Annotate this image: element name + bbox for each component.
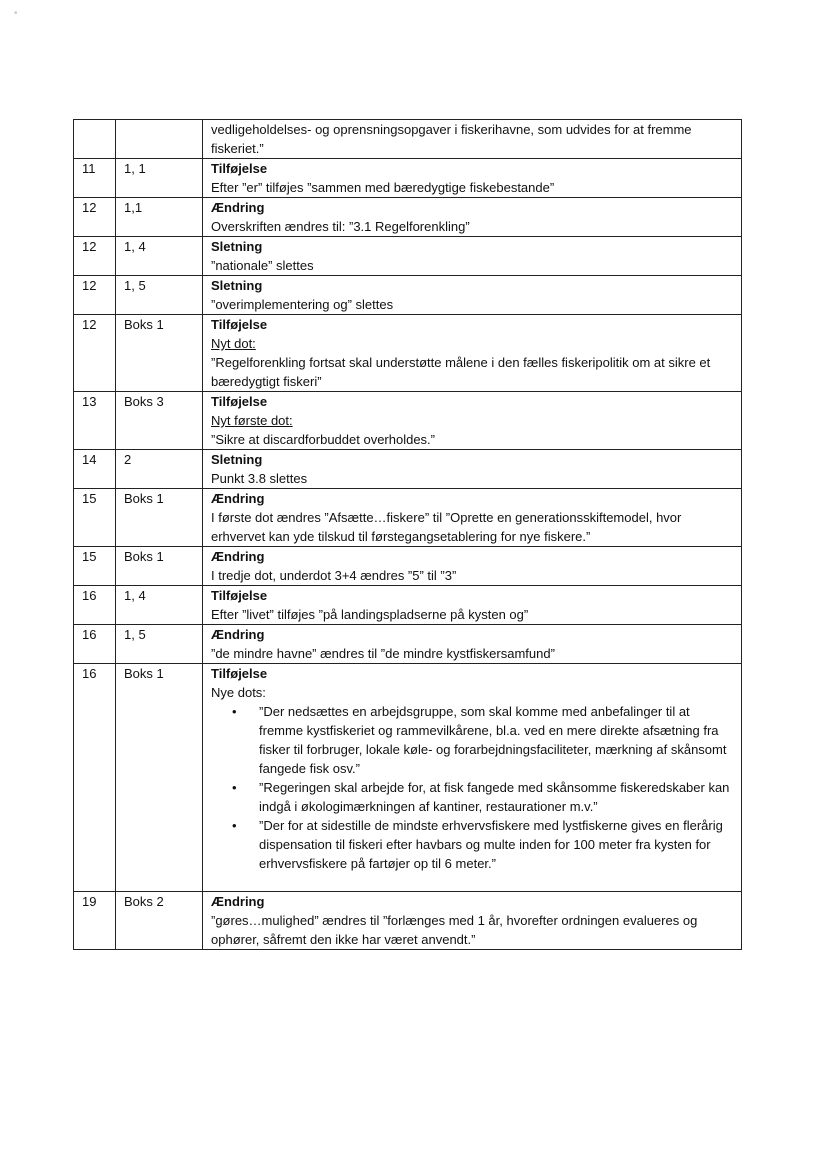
amendment-cell [203,276,742,315]
bullet-list [211,702,735,891]
table-row [74,237,742,276]
table-row [74,450,742,489]
line-cell: Boks 1 [116,547,203,586]
amendment-text: ”gøres…mulighed” ændres til ”forlænges med 1 år, hvorefter ordningen evalueres og ophører, såfremt den ikke har været anvendt.” [211,913,698,947]
table-row [74,159,742,198]
amendment-cell [203,547,742,586]
amendment-type: Tilføjelse [211,317,268,332]
scan-artifact: • [14,8,18,19]
line-cell: Boks 1 [116,315,203,392]
line-cell: 1, 4 [116,237,203,276]
amendment-type: Sletning [211,452,263,467]
page-cell: 12 [74,276,116,315]
page-cell: 16 [74,664,116,892]
line-cell: Boks 3 [116,392,203,450]
page-cell: 13 [74,392,116,450]
table-row [74,547,742,586]
amendment-text: ”Sikre at discardforbuddet overholdes.” [211,432,436,447]
amendment-text: Punkt 3.8 slettes [211,471,308,486]
amendment-text: Efter ”livet” tilføjes ”på landingspladserne på kysten og” [211,607,529,622]
amendment-type: Ændring [211,894,265,909]
line-cell [116,120,203,159]
amendments-table [73,119,742,950]
table-row [74,489,742,547]
table-row [74,276,742,315]
amendment-cell [203,664,742,892]
amendment-subheading: Nyt første dot: [211,413,293,428]
amendment-text: Overskriften ændres til: ”3.1 Regelforenkling” [211,219,470,234]
line-cell: Boks 2 [116,892,203,950]
table-row [74,392,742,450]
table-row [74,625,742,664]
table-row [74,664,742,892]
amendment-cell [203,625,742,664]
page-cell: 19 [74,892,116,950]
amendment-type: Tilføjelse [211,394,268,409]
amendment-cell [203,198,742,237]
line-cell: 1, 1 [116,159,203,198]
amendment-subheading: Nyt dot: [211,336,256,351]
page-cell: 12 [74,198,116,237]
list-item: • ”Der nedsættes en arbejdsgruppe, som skal komme med anbefalinger til at fremme kystfiskeriet og rammevilkårene, bl.a. ved en mere direkte afsætning fra fisker til forbruger, lokale køle- og forarbejdningsfaciliteter, mærkning af skånsomt fangede fisk osv.” [259,702,735,778]
amendment-cell [203,120,742,159]
line-cell: 1, 5 [116,625,203,664]
amendment-text: ”overimplementering og” slettes [211,297,394,312]
page-cell: 16 [74,625,116,664]
line-cell: 1,1 [116,198,203,237]
amendment-type: Ændring [211,491,265,506]
table-row [74,120,742,159]
page-cell: 11 [74,159,116,198]
table-body [74,120,742,950]
table-row [74,586,742,625]
amendment-cell [203,315,742,392]
amendment-cell [203,586,742,625]
amendment-cell [203,392,742,450]
amendment-intro: Nye dots: [211,685,266,700]
amendment-cell [203,489,742,547]
list-item: • ”Der for at sidestille de mindste erhvervsfiskere med lystfiskerne gives en flerårig dispensation til fiskeri efter havbars og multe inden for 100 meter fra kysten for erhvervsfiskere på fartøjer op til 6 meter.” [259,816,735,873]
amendment-type: Tilføjelse [211,588,268,603]
table-row [74,892,742,950]
line-cell: Boks 1 [116,489,203,547]
page-cell: 16 [74,586,116,625]
amendment-type: Ændring [211,549,265,564]
page-cell: 12 [74,237,116,276]
page-cell: 12 [74,315,116,392]
table-row [74,198,742,237]
amendment-text: ”Regelforenkling fortsat skal understøtte målene i den fælles fiskeripolitik om at sikre et bæredygtigt fiskeri” [211,355,711,389]
amendment-text: I tredje dot, underdot 3+4 ændres ”5” til ”3” [211,568,457,583]
amendment-type: Sletning [211,239,263,254]
amendment-cell [203,237,742,276]
amendment-cell [203,450,742,489]
line-cell: Boks 1 [116,664,203,892]
page-cell: 15 [74,489,116,547]
amendment-cell [203,159,742,198]
page-cell: 15 [74,547,116,586]
amendment-text: I første dot ændres ”Afsætte…fiskere” til ”Oprette en generationsskiftemodel, hvor erhvervet kan yde tilskud til førstegangsetablering for nye fiskere.” [211,510,682,544]
line-cell: 2 [116,450,203,489]
line-cell: 1, 5 [116,276,203,315]
amendment-text: ”de mindre havne” ændres til ”de mindre kystfiskersamfund” [211,646,555,661]
amendment-type: Ændring [211,627,265,642]
page-cell: 14 [74,450,116,489]
amendment-text: ”nationale” slettes [211,258,314,273]
amendment-type: Ændring [211,200,265,215]
line-cell: 1, 4 [116,586,203,625]
table-row [74,315,742,392]
page-cell [74,120,116,159]
list-item: • ”Regeringen skal arbejde for, at fisk fangede med skånsomme fiskeredskaber kan indgå i økologimærkningen af kantiner, restaurationer m.v.” [259,778,735,816]
amendment-cell [203,892,742,950]
amendment-type: Sletning [211,278,263,293]
amendment-text: Efter ”er” tilføjes ”sammen med bæredygtige fiskebestande” [211,180,555,195]
amendment-text: vedligeholdelses- og oprensningsopgaver i fiskerihavne, som udvides for at fremme fiskeriet.” [211,122,692,156]
amendment-type: Tilføjelse [211,666,268,681]
amendment-type: Tilføjelse [211,161,268,176]
